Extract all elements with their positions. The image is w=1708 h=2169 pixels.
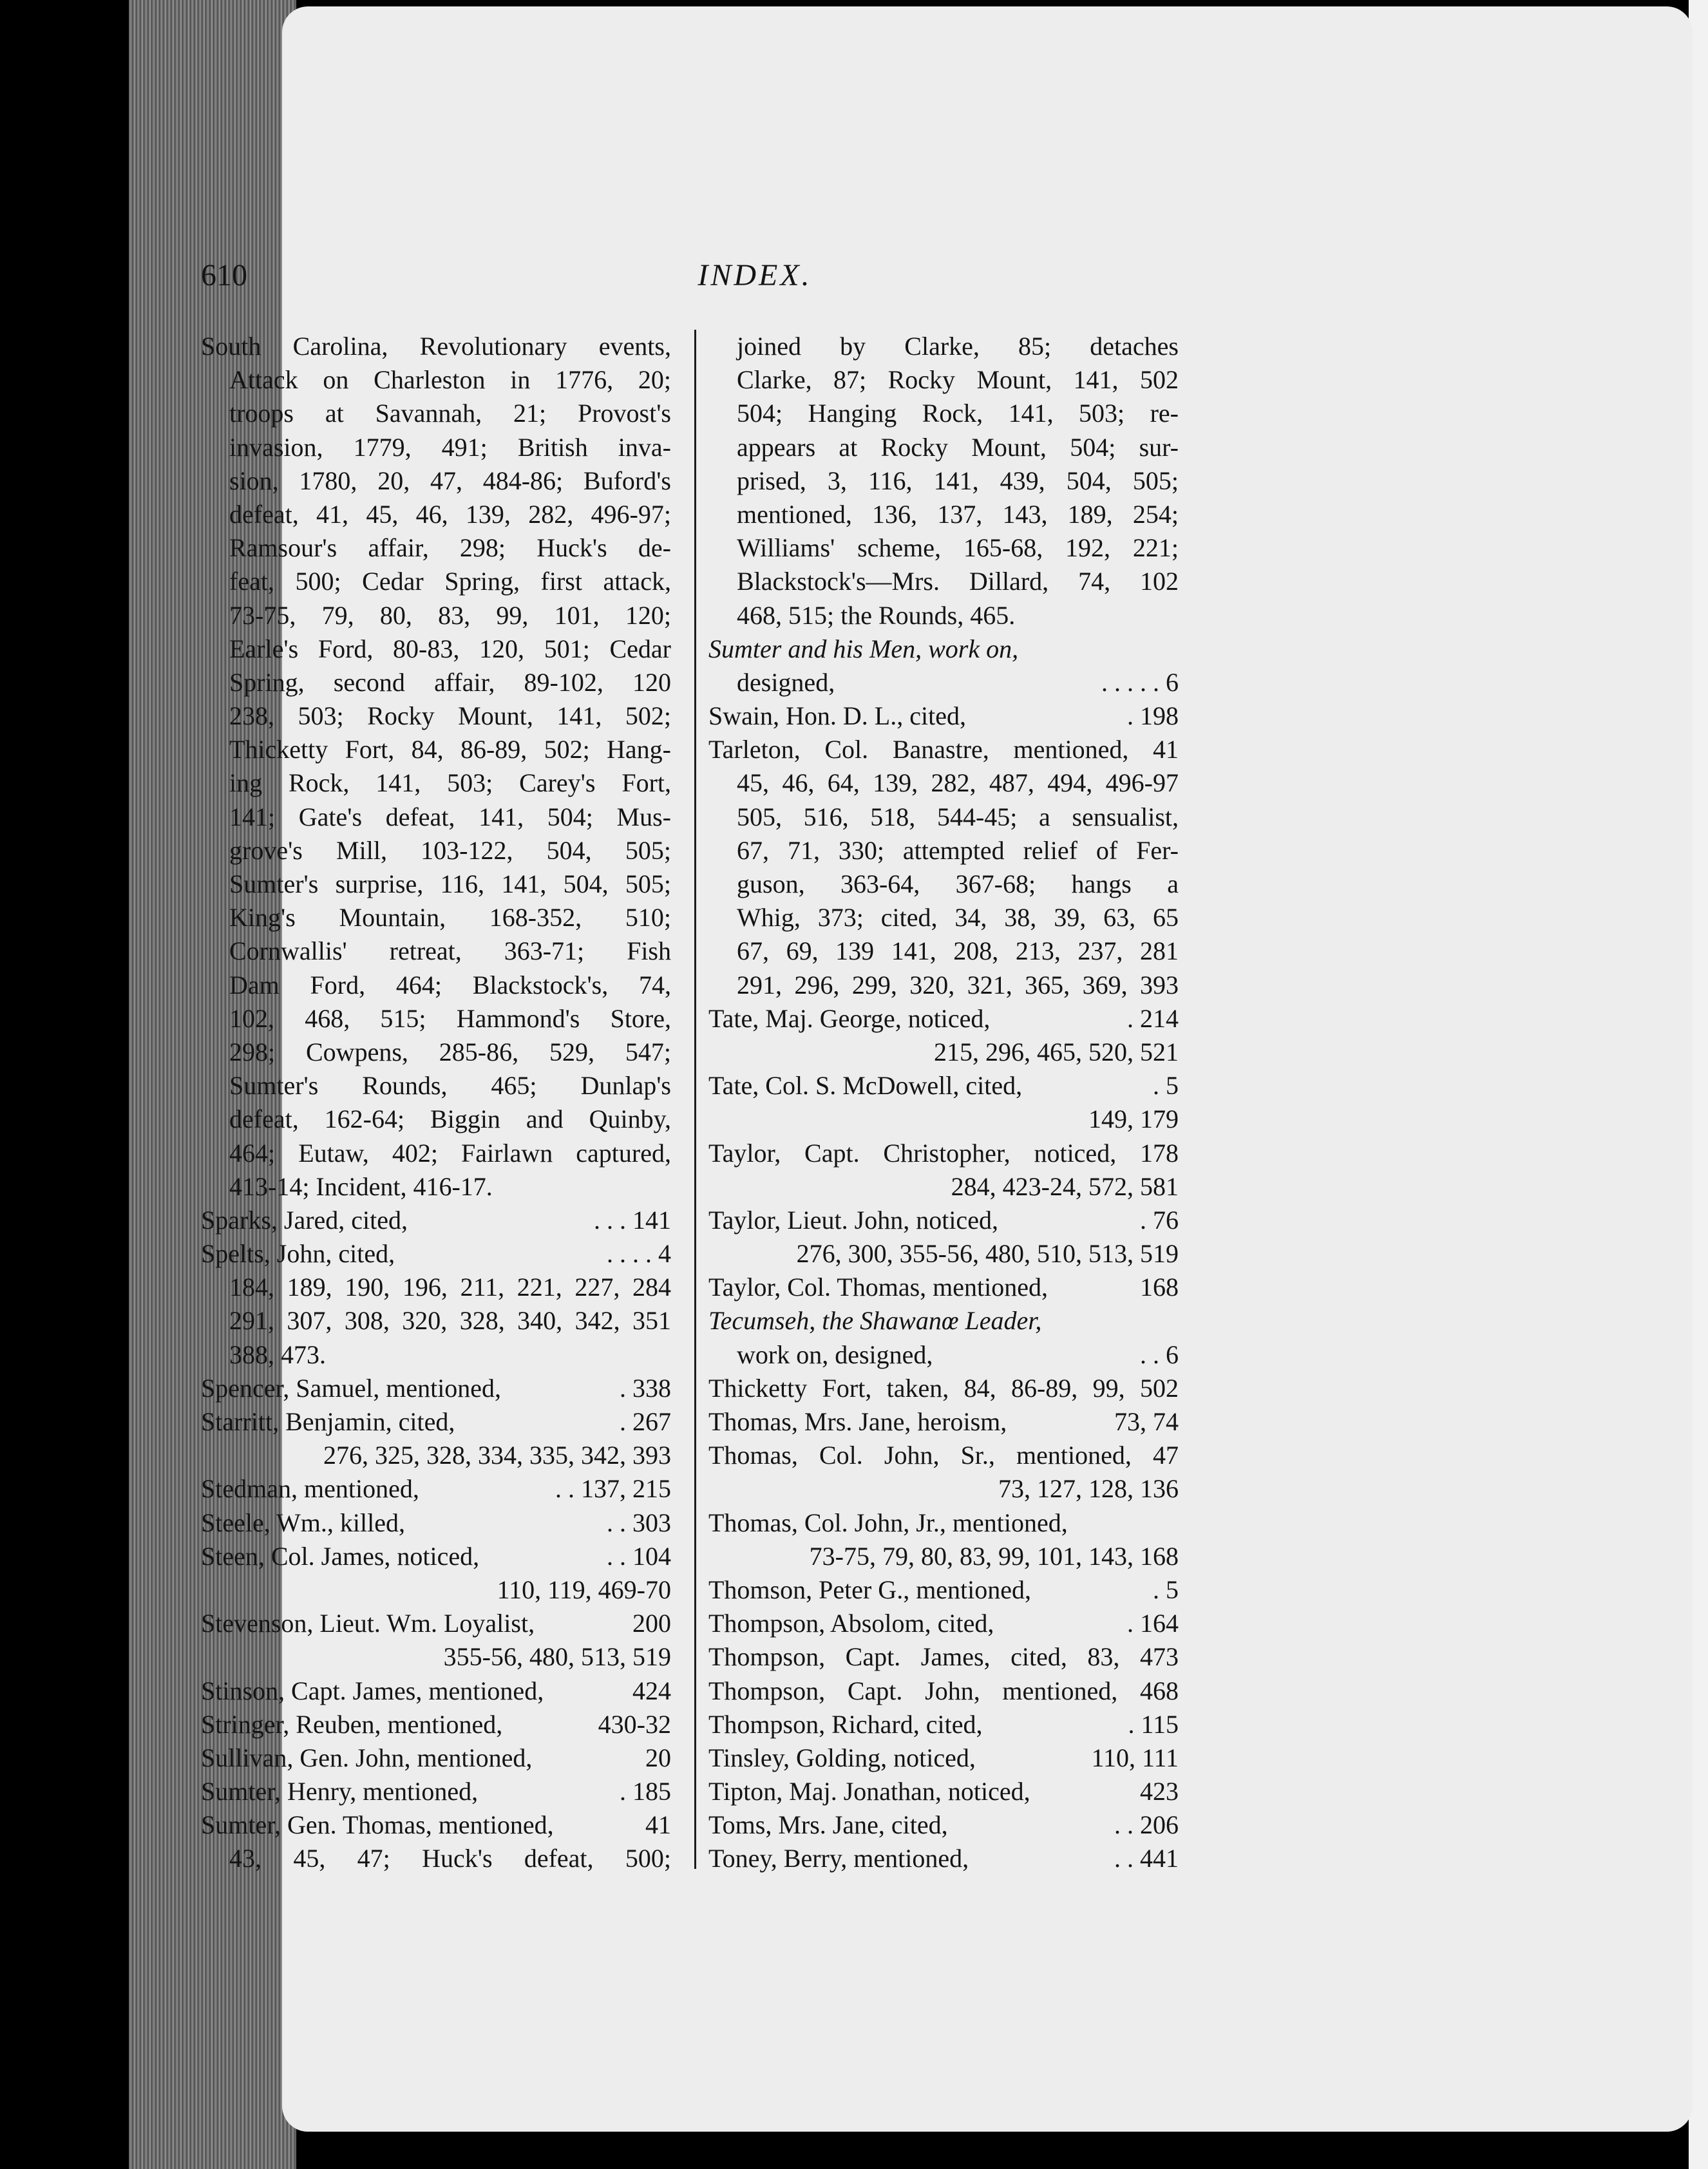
index-entry-text: Spencer, Samuel, mentioned, [201,1373,502,1403]
index-line [708,1338,1179,1372]
index-entry-pages: . . . 141 [594,1205,671,1235]
index-line: 238, 503; Rocky Mount, 141, 502; [229,701,671,731]
index-entry-text: Starritt, Benjamin, cited, [201,1407,455,1436]
column-divider [694,330,696,1869]
index-entry-pages: . 214 [1127,1003,1179,1033]
index-line [708,1607,1179,1640]
index-entry-text: Toney, Berry, mentioned, [708,1844,969,1873]
index-line: 355-56, 480, 513, 519 [443,1642,671,1672]
index-entry-pages: . . 104 [607,1541,671,1571]
index-entry-pages: . . 441 [1114,1844,1179,1873]
index-line: 298; Cowpens, 285-86, 529, 547; [229,1037,671,1066]
index-line: Tecumseh, the Shawanœ Leader, [708,1306,1042,1336]
index-entry-text: designed, [737,667,835,697]
index-entry-pages: . 338 [620,1373,671,1403]
index-line: joined by Clarke, 85; detaches [737,332,1179,361]
index-entry-pages: 430-32 [598,1709,671,1739]
index-entry-text: Stringer, Reuben, mentioned, [201,1709,503,1739]
index-line: 505, 516, 518, 544-45; a sensualist, [737,802,1179,831]
index-line [201,1405,671,1439]
index-line [201,1674,671,1708]
index-line [708,1741,1179,1775]
index-line: 73-75, 79, 80, 83, 99, 101, 120; [229,600,671,630]
index-line: Thicketty Fort, 84, 86-89, 502; Hang- [229,735,671,764]
index-line [201,1472,671,1506]
index-line [708,1775,1179,1808]
index-line [708,1204,1179,1237]
index-line: guson, 363-64, 367-68; hangs a [737,869,1179,898]
index-entry-text: Steele, Wm., killed, [201,1508,405,1537]
index-line: Sumter's Rounds, 465; Dunlap's [229,1071,671,1101]
index-line: 43, 45, 47; Huck's defeat, 500; [229,1844,671,1873]
index-line: Blackstock's—Mrs. Dillard, 74, 102 [737,567,1179,596]
index-entry-pages: 73, 74 [1114,1407,1179,1436]
index-entry-pages: . 164 [1127,1609,1179,1638]
index-line [708,1808,1179,1842]
index-entry-text: Swain, Hon. D. L., cited, [708,701,966,731]
index-line [708,699,1179,733]
index-line: mentioned, 136, 137, 143, 189, 254; [737,499,1179,529]
index-line: prised, 3, 116, 141, 439, 504, 505; [737,466,1179,495]
index-line [708,1069,1179,1103]
index-line: Thomas, Col. John, Jr., mentioned, [708,1508,1068,1537]
index-entry-pages: . 115 [1128,1709,1179,1739]
index-entry-text: Thomas, Mrs. Jane, heroism, [708,1407,1007,1436]
index-entry-pages: . 267 [620,1407,671,1436]
index-line: 464; Eutaw, 402; Fairlawn captured, [229,1138,671,1168]
index-line: Tarleton, Col. Banastre, mentioned, 41 [708,735,1179,764]
index-line: sion, 1780, 20, 47, 484-86; Buford's [229,466,671,495]
index-entry-text: Toms, Mrs. Jane, cited, [708,1810,948,1840]
index-line: 67, 71, 330; attempted relief of Fer- [737,835,1179,865]
index-line: 291, 296, 299, 320, 321, 365, 369, 393 [737,970,1179,999]
index-line: defeat, 41, 45, 46, 139, 282, 496-97; [229,499,671,529]
index-line: ing Rock, 141, 503; Carey's Fort, [229,768,671,798]
index-entry-pages: 423 [1140,1777,1179,1806]
index-line [201,1237,671,1271]
index-line [201,1204,671,1237]
index-line: Thicketty Fort, taken, 84, 86-89, 99, 502 [708,1373,1179,1403]
page-number: 610 [201,258,247,292]
page-header [201,258,1309,309]
index-line: 149, 179 [1088,1104,1179,1134]
index-entry-text: Sparks, Jared, cited, [201,1205,408,1235]
index-line: 73-75, 79, 80, 83, 99, 101, 143, 168 [809,1541,1179,1571]
index-line: Dam Ford, 464; Blackstock's, 74, [229,970,671,999]
index-line [708,1842,1179,1875]
index-line [201,1808,671,1842]
index-entry-pages: . 5 [1153,1071,1179,1101]
index-column-right [708,330,1179,1876]
index-entry-text: Thompson, Absolom, cited, [708,1609,994,1638]
index-line: 102, 468, 515; Hammond's Store, [229,1003,671,1033]
index-line [708,1573,1179,1607]
index-line: invasion, 1779, 491; British inva- [229,432,671,462]
index-entry-text: Stevenson, Lieut. Wm. Loyalist, [201,1609,535,1638]
index-line: 504; Hanging Rock, 141, 503; re- [737,399,1179,428]
index-line: troops at Savannah, 21; Provost's [229,399,671,428]
index-entry-text: Stedman, mentioned, [201,1474,419,1504]
index-line: 284, 423-24, 572, 581 [951,1171,1179,1201]
index-line [201,1506,671,1540]
index-line: Williams' scheme, 165-68, 192, 221; [737,533,1179,563]
index-entry-text: Tinsley, Golding, noticed, [708,1743,976,1772]
index-line: 276, 325, 328, 334, 335, 342, 393 [323,1441,671,1470]
index-entry-text: Tate, Maj. George, noticed, [708,1003,991,1033]
index-entry-pages: . . 206 [1114,1810,1179,1840]
index-line [201,1372,671,1405]
index-entry-pages: 424 [632,1676,671,1705]
index-line: 67, 69, 139 141, 208, 213, 237, 281 [737,936,1179,966]
index-line: defeat, 162-64; Biggin and Quinby, [229,1104,671,1134]
index-line [708,1708,1179,1741]
index-entry-pages: 200 [632,1609,671,1638]
index-entry-text: Sumter, Henry, mentioned, [201,1777,479,1806]
index-line [708,1405,1179,1439]
index-line: 45, 46, 64, 139, 282, 487, 494, 496-97 [737,768,1179,798]
index-line: 141; Gate's defeat, 141, 504; Mus- [229,802,671,831]
index-line [201,1708,671,1741]
index-line: Whig, 373; cited, 34, 38, 39, 63, 65 [737,903,1179,933]
index-line: 276, 300, 355-56, 480, 510, 513, 519 [796,1239,1179,1269]
index-line [201,1607,671,1640]
index-line: Earle's Ford, 80-83, 120, 501; Cedar [229,634,671,663]
index-line: 388, 473. [229,1340,326,1369]
index-line: 215, 296, 465, 520, 521 [934,1037,1179,1066]
index-entry-pages: . . 137, 215 [555,1474,671,1504]
index-entry-text: Thompson, Richard, cited, [708,1709,983,1739]
index-line: King's Mountain, 168-352, 510; [229,903,671,933]
index-entry-pages: . . . . 4 [607,1239,671,1269]
index-line: appears at Rocky Mount, 504; sur- [737,432,1179,462]
index-line: 413-14; Incident, 416-17. [229,1171,493,1201]
index-entry-pages: . 185 [620,1777,671,1806]
index-line: Spring, second affair, 89-102, 120 [229,667,671,697]
index-entry-pages: . 76 [1140,1205,1179,1235]
index-entry-text: Sullivan, Gen. John, mentioned, [201,1743,533,1772]
index-line: Thomas, Col. John, Sr., mentioned, 47 [708,1441,1179,1470]
index-entry-pages: . . 6 [1140,1340,1179,1369]
index-line [201,1775,671,1808]
index-line: South Carolina, Revolutionary events, [201,332,671,361]
index-entry-pages: 20 [645,1743,671,1772]
index-line [708,666,1179,699]
index-line: Clarke, 87; Rocky Mount, 141, 502 [737,365,1179,395]
index-line: Thompson, Capt. John, mentioned, 468 [708,1676,1179,1705]
index-entry-text: Tipton, Maj. Jonathan, noticed, [708,1777,1030,1806]
index-line: Ramsour's affair, 298; Huck's de- [229,533,671,563]
index-entry-text: Thomson, Peter G., mentioned, [708,1575,1032,1604]
index-entry-pages: 168 [1140,1273,1179,1302]
index-line: Cornwallis' retreat, 363-71; Fish [229,936,671,966]
index-entry-pages: 110, 111 [1091,1743,1179,1772]
index-entry-pages: . 5 [1153,1575,1179,1604]
index-line [708,1271,1179,1304]
running-title: INDEX. [697,258,812,292]
index-line: 184, 189, 190, 196, 211, 221, 227, 284 [229,1273,671,1302]
index-line: Attack on Charleston in 1776, 20; [229,365,671,395]
index-line: 291, 307, 308, 320, 328, 340, 342, 351 [229,1306,671,1336]
index-entry-text: Spelts, John, cited, [201,1239,395,1269]
index-entry-text: Tate, Col. S. McDowell, cited, [708,1071,1023,1101]
index-line: Sumter's surprise, 116, 141, 504, 505; [229,869,671,898]
index-entry-text: Stinson, Capt. James, mentioned, [201,1676,544,1705]
index-entry-pages: . . . . . 6 [1101,667,1179,697]
index-entry-text: Steen, Col. James, noticed, [201,1541,480,1571]
index-line: 468, 515; the Rounds, 465. [737,600,1016,630]
index-entry-text: Taylor, Col. Thomas, mentioned, [708,1273,1049,1302]
index-line [201,1741,671,1775]
index-entry-text: Sumter, Gen. Thomas, mentioned, [201,1810,554,1840]
index-entry-pages: 41 [645,1810,671,1840]
index-entry-pages: . 198 [1127,701,1179,731]
index-line: feat, 500; Cedar Spring, first attack, [229,567,671,596]
index-line: grove's Mill, 103-122, 504, 505; [229,835,671,865]
index-line: Sumter and his Men, work on, [708,634,1019,663]
index-line: 73, 127, 128, 136 [998,1474,1179,1504]
index-line [201,1540,671,1573]
index-entry-text: Taylor, Lieut. John, noticed, [708,1205,998,1235]
index-entry-pages: . . 303 [607,1508,671,1537]
index-line [708,1002,1179,1036]
index-entry-text: work on, designed, [737,1340,933,1369]
index-column-left [201,330,671,1876]
index-line: 110, 119, 469-70 [497,1575,671,1604]
index-line: Taylor, Capt. Christopher, noticed, 178 [708,1138,1179,1168]
index-line: Thompson, Capt. James, cited, 83, 473 [708,1642,1179,1672]
